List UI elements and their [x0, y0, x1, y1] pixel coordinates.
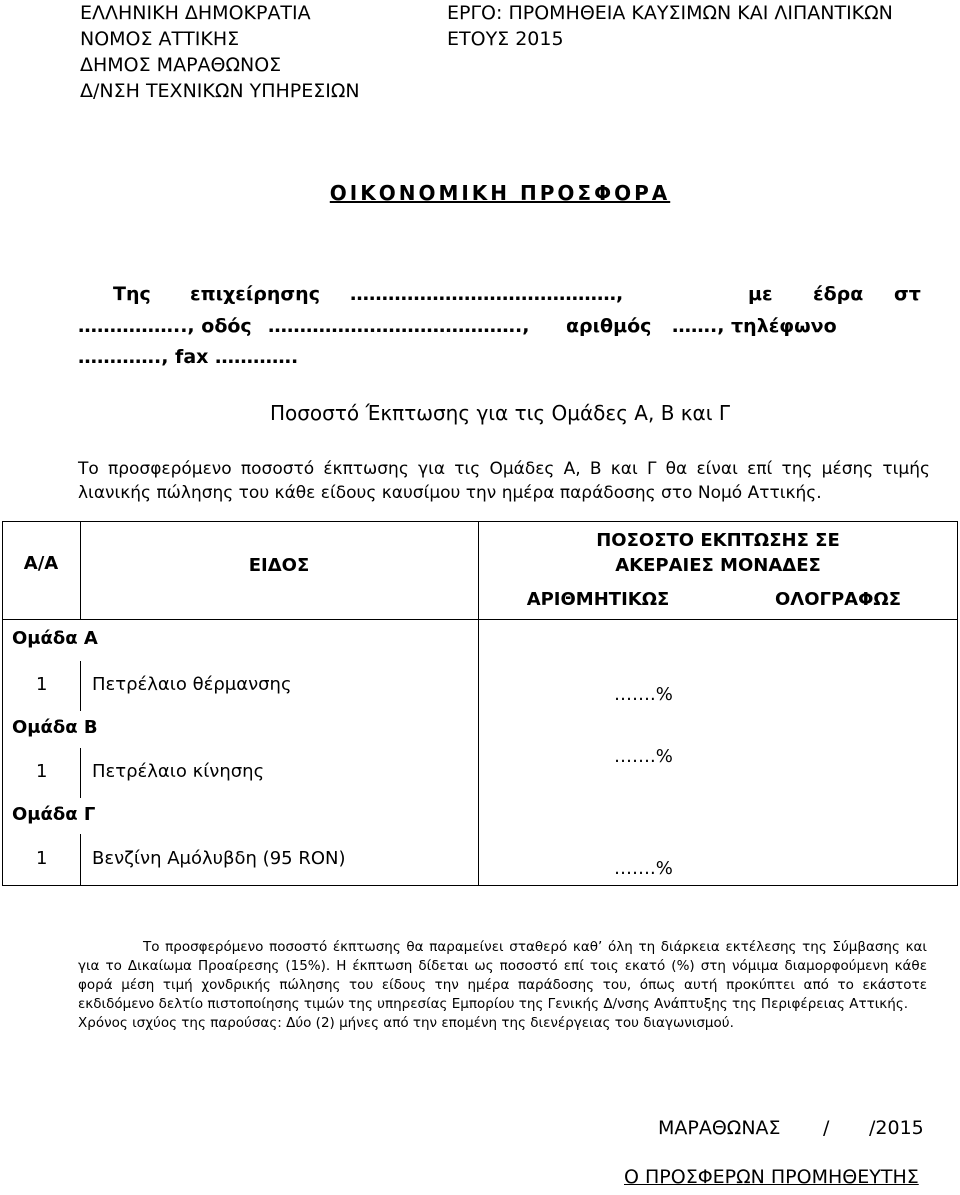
row-item: Πετρέλαιο θέρμανσης [92, 674, 292, 695]
with-label: με [748, 283, 773, 305]
business-label: επιχείρησης [190, 283, 320, 305]
table-border [80, 748, 81, 798]
issuer-line: ΔΗΜΟΣ ΜΑΡΑΘΩΝΟΣ [80, 54, 282, 76]
signature-date-year: /2015 [869, 1117, 924, 1139]
document-title: ΟΙΚΟΝΟΜΙΚΗ ΠΡΟΣΦΟΡΑ [329, 181, 671, 205]
project-block [447, 0, 893, 52]
table-border [80, 661, 81, 711]
table-border [80, 834, 81, 886]
firm-line-2 [0, 315, 960, 341]
col-header-numeric: ΑΡΙΘΜΗΤΙΚΩΣ [526, 589, 670, 610]
issuer-block [80, 0, 360, 104]
signature-date-slash: / [823, 1117, 830, 1139]
discount-field[interactable]: …….% [614, 684, 673, 705]
intro-paragraph: Το προσφερόμενο ποσοστό έκπτωσης για τις Ομάδες Α, Β και Γ θα είναι επί της μέσης τιμής λιανικής πώλησης του κάθε είδους καυσίμου την ημέρα παράδοσης στο Νομό Αττικής. [78, 459, 930, 503]
row-number: 1 [36, 848, 48, 869]
discount-field[interactable]: …….% [614, 858, 673, 879]
issuer-line: ΝΟΜΟΣ ΑΤΤΙΚΗΣ [80, 28, 240, 50]
table-border [2, 521, 958, 522]
number-label: αριθμός [566, 315, 652, 337]
phone-label: ……., τηλέφωνο [672, 315, 837, 337]
discount-subtitle: Ποσοστό Έκπτωσης για τις Ομάδες Α, Β και Γ [269, 401, 731, 425]
row-item: Βενζίνη Αμόλυβδη (95 RON) [92, 848, 346, 869]
group-label: Ομάδα Γ [12, 804, 96, 825]
table-border [2, 885, 958, 886]
terms-paragraph: Το προσφερόμενο ποσοστό έκπτωσης θα παραμείνει σταθερό καθ’ όλη τη διάρκεια εκτέλεσης της Σύμβασης και για το Δικαίωμα Προαίρεσης (15%). Η έκπτωση δίδεται ως ποσοστό επί τοις εκατό (%) στη νόμιμα διαμορφούμενη κάθε φορά μέση τιμή χονδρικής πώλησης του είδους την ημέρα παράδοσης του, όπως αυτή προκύπτει από το εκάστοτε εκδιδόμενο δελτίο πιστοποίησης τιμών της υπηρεσίας Εμπορίου της Γενικής Δ/νσης Ανάπτυξης της Περιφέρειας Αττικής. [78, 939, 927, 1012]
group-label: Ομάδα Α [12, 628, 98, 649]
at-label: στ [894, 283, 921, 305]
row-item: Πετρέλαιο κίνησης [92, 761, 265, 782]
fax-line: …………., fax …………. [78, 346, 299, 368]
signer-title: Ο ΠΡΟΣΦΕΡΩΝ ΠΡΟΜΗΘΕΥΤΗΣ [624, 1166, 919, 1188]
project-title: ΕΡΓΟ: ΠΡΟΜΗΘΕΙΑ ΚΑΥΣΙΜΩΝ ΚΑΙ ΛΙΠΑΝΤΙΚΩΝ [447, 2, 893, 24]
signature-place: ΜΑΡΑΘΩΝΑΣ [658, 1117, 781, 1139]
discount-field[interactable]: …….% [614, 746, 673, 767]
col-header-item: ΕΙΔΟΣ [248, 555, 310, 576]
table-border [2, 521, 3, 886]
issuer-line: Δ/ΝΣΗ ΤΕΧΝΙΚΩΝ ΥΠΗΡΕΣΙΩΝ [80, 80, 360, 102]
project-year: ΕΤΟΥΣ 2015 [447, 28, 564, 50]
business-name-blank: ……………………………………, [350, 283, 624, 305]
col-header-discount: ΠΟΣΟΣΤΟ ΕΚΠΤΩΣΗΣ ΣΕ [596, 530, 840, 551]
col-header-words: ΟΛΟΓΡΑΦΩΣ [774, 589, 902, 610]
street-label: …………….., οδός [78, 315, 252, 337]
seat-label: έδρα [813, 283, 864, 305]
firm-label: Της [113, 283, 151, 305]
firm-line-1 [0, 283, 960, 309]
street-blank: …………………………………., [268, 315, 530, 337]
issuer-line: ΕΛΛΗΝΙΚΗ ΔΗΜΟΚΡΑΤΙΑ [80, 2, 311, 24]
col-header-aa: Α/Α [23, 553, 59, 574]
row-number: 1 [36, 761, 48, 782]
table-border [2, 619, 958, 620]
row-number: 1 [36, 674, 48, 695]
col-header-discount-units: ΑΚΕΡΑΙΕΣ ΜΟΝΑΔΕΣ [615, 555, 821, 576]
group-label: Ομάδα Β [12, 717, 98, 738]
validity-note: Χρόνος ισχύος της παρούσας: Δύο (2) μήνες από την επομένη της διενέργειας του διαγωνισμού. [78, 1015, 734, 1031]
